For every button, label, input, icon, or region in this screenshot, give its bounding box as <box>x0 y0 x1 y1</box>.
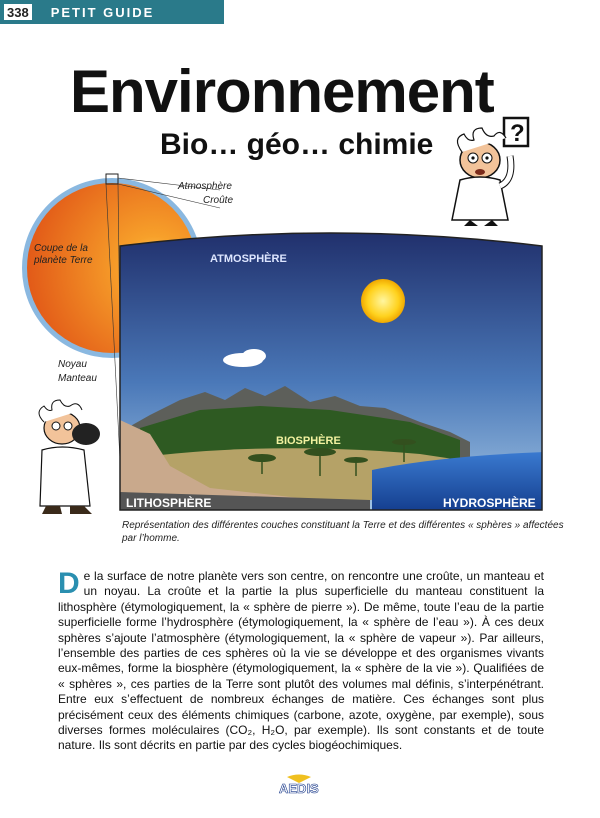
earth-spheres-figure <box>0 170 600 515</box>
label-lithosphere: LITHOSPHÈRE <box>126 496 212 510</box>
series-badge <box>0 0 224 24</box>
svg-text:?: ? <box>510 120 525 147</box>
label-biosphere: BIOSPHÈRE <box>276 435 341 447</box>
figure-caption: Représentation des différentes couches constituant la Terre et des différentes « sphères » affectées par l’homme. <box>122 520 564 544</box>
page-subtitle: Bio… géo… chimie <box>160 128 434 161</box>
label-hydrosphere: HYDROSPHÈRE <box>443 496 536 510</box>
label-noyau: Noyau <box>58 359 87 370</box>
page-number: 338 <box>3 3 33 21</box>
label-atmosphere-small: Atmosphère <box>178 181 232 192</box>
series-label: PETIT GUIDE <box>50 4 155 20</box>
drop-cap: D <box>58 567 80 600</box>
label-coupe: Coupe de la planète Terre <box>34 243 93 266</box>
body-text: e la surface de notre planète vers son centre, on rencontre une croûte, un manteau et un noyau. La croûte et la partie la plus superficielle du manteau constituent la lithosphère (étymologiquement, la « sphère de pierre »). De même, toute l’eau de la partie superficielle forme l’hydrosphère (étymologiquement, la « sphère de l’eau »). À ces deux sphères s’ajoute l’atmosphère (étymologiquement, la « sphère de vapeur »). Par ailleurs, l’ensemble des parties de ces sphères où la vie se développe et des organismes vivants eux-mêmes, forme la biosphère (étymologiquement, la « sphère de la vie »). Qualifiées de « sphères », ces parties de la Terre sont plutôt des volumes mal définis, s’interpénétrant. Entre eux s’effectuent de nombreux échanges de matière. Ces échanges sont plus précisément ceux des éléments chimiques (carbone, azote, oxygène, par exemple), sous diverses formes moléculaires (CO₂, H₂O, par exemple). Ils sont constants et de toute nature. Ils sont décrits en partie par des cycles biogéochimiques. <box>58 569 544 753</box>
publisher-logo <box>277 774 321 796</box>
label-atmosphere-big: ATMOSPHÈRE <box>210 253 287 265</box>
page-title: Environnement <box>70 58 494 125</box>
publisher-name: AEDIS <box>279 781 319 796</box>
label-manteau: Manteau <box>58 373 97 384</box>
body-paragraph <box>58 569 544 754</box>
label-croute: Croûte <box>203 195 234 206</box>
professor-reading-illustration <box>39 400 100 514</box>
